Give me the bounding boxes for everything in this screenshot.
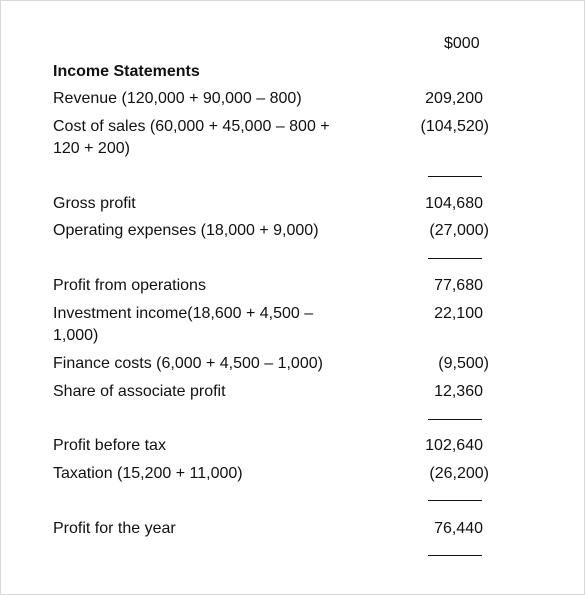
operating-expenses-label: Operating expenses (18,000 + 9,000) [53,222,319,239]
profit-for-year-value: 76,440 [434,520,483,537]
profit-from-operations-label: Profit from operations [53,277,206,294]
cost-of-sales-label-continued: 120 + 200) [53,140,130,157]
total-rule [428,555,482,556]
statement-heading: Income Statements [53,63,200,80]
profit-before-tax-value: 102,640 [425,437,483,454]
cost-of-sales-value: (104,520) [420,118,489,135]
profit-for-year-label: Profit for the year [53,520,176,537]
subtotal-rule [428,500,482,501]
operating-expenses-value: (27,000) [429,222,489,239]
subtotal-rule [428,176,482,177]
investment-income-label: Investment income(18,600 + 4,500 – [53,305,314,322]
gross-profit-value: 104,680 [425,195,483,212]
revenue-label: Revenue (120,000 + 90,000 – 800) [53,90,302,107]
subtotal-rule [428,258,482,259]
subtotal-rule [428,419,482,420]
gross-profit-label: Gross profit [53,195,136,212]
investment-income-value: 22,100 [434,305,483,322]
finance-costs-value: (9,500) [438,355,489,372]
investment-income-label-continued: 1,000) [53,327,99,344]
taxation-value: (26,200) [429,465,489,482]
cost-of-sales-label: Cost of sales (60,000 + 45,000 – 800 + [53,118,330,135]
profit-from-operations-value: 77,680 [434,277,483,294]
currency-header: $000 [444,35,480,52]
finance-costs-label: Finance costs (6,000 + 4,500 – 1,000) [53,355,323,372]
associate-profit-label: Share of associate profit [53,383,226,400]
revenue-value: 209,200 [425,90,483,107]
taxation-label: Taxation (15,200 + 11,000) [53,465,243,482]
profit-before-tax-label: Profit before tax [53,437,166,454]
associate-profit-value: 12,360 [434,383,483,400]
